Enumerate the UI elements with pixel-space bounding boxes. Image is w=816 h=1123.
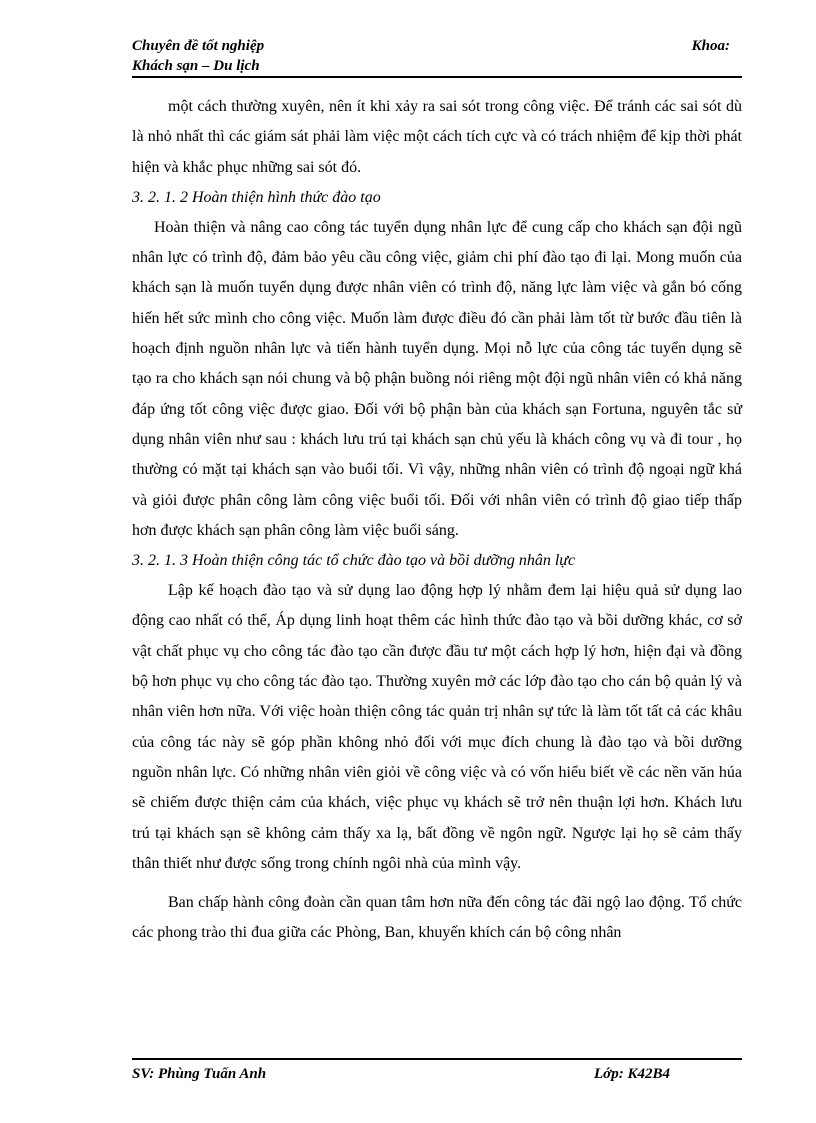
page-footer <box>132 1064 742 1086</box>
page-body <box>132 92 742 949</box>
header-rule <box>132 76 742 78</box>
footer-rule <box>132 1058 742 1060</box>
paragraph-training-plan: Lập kế hoạch đào tạo và sử dụng lao động hợp lý nhằm đem lại hiệu quả sử dụng lao động cao nhất có thể, Áp dụng linh hoạt thêm các hình thức đào tạo và bồi dưỡng khác, cơ sở vật chất phục vụ cho công tác đào tạo cần được đầu tư một cách hợp lý hơn, hiện đại và đồng bộ hơn phục vụ cho công tác đào tạo. Thường xuyên mở các lớp đào tạo cho cán bộ quản lý và nhân viên hơn nữa. Với việc hoàn thiện công tác quản trị nhân sự tức là làm tốt tất cả các khâu của công tác này sẽ góp phần không nhỏ đối với mục đích chung là đào tạo và bồi dưỡng nguồn nhân lực. Có những nhân viên giỏi về công việc và có vốn hiểu biết về các nền văn húa sẽ chiếm được thiện cảm của khách, việc phục vụ khách sẽ trở nên thuận lợi hơn. Khách lưu trú tại khách sạn sẽ không cảm thấy xa lạ, bất đồng về ngôn ngữ. Ngược lại họ sẽ cảm thấy thân thiết như được sống trong chính ngôi nhà của mình vậy. <box>132 582 742 872</box>
paragraph-continuation: một cách thường xuyên, nên ít khi xảy ra sai sót trong công việc. Để tránh các sai sót dù là nhỏ nhất thì các giám sát phải làm việc một cách tích cực và có trách nhiệm để kịp thời phát hiện và khắc phục những sai sót đó. <box>132 98 742 176</box>
footer-class: Lớp: K42B4 <box>594 1066 670 1082</box>
header-subject: Khách sạn – Du lịch <box>132 58 260 74</box>
header-report-type: Chuyên đề tốt nghiệp <box>132 38 265 54</box>
section-heading-3-2-1-3: 3. 2. 1. 3 Hoàn thiện công tác tổ chức đào tạo và bồi dưỡng nhân lực <box>132 552 576 570</box>
paragraph-trade-union: Ban chấp hành công đoàn cần quan tâm hơn nữa đến công tác đãi ngộ lao động. Tổ chức các phong trào thi đua giữa các Phòng, Ban, khuyến khích cán bộ công nhân <box>132 894 742 942</box>
header-faculty: Khoa: <box>691 38 730 54</box>
paragraph-recruitment: Hoàn thiện và nâng cao công tác tuyển dụng nhân lực để cung cấp cho khách sạn đội ngũ nhân lực có trình độ, đảm bảo yêu cầu công việc, giảm chi phí đào tạo đi lại. Mong muốn của khách sạn là muốn tuyển dụng được nhân viên có trình độ, năng lực làm việc và gắn bó cống hiến hết sức mình cho công việc. Muốn làm được điều đó cần phải làm tốt từ bước đầu tiên là hoạch định nguồn nhân lực và tiến hành tuyển dụng. Mọi nỗ lực của công tác tuyển dụng sẽ tạo ra cho khách sạn nói chung và bộ phận buồng nói riêng một đội ngũ nhân viên có khả năng đáp ứng tốt công việc được giao. Đối với bộ phận bàn của khách sạn Fortuna, nguyên tắc sử dụng nhân viên như sau : khách lưu trú tại khách sạn chủ yếu là khách công vụ và đi tour , họ thường có mặt tại khách sạn vào buổi tối. Vì vậy, những nhân viên có trình độ ngoại ngữ khá và giỏi được phân công làm công việc buổi tối. Đối với nhân viên có trình độ giao tiếp thấp hơn được khách sạn phân công làm việc buổi sáng. <box>132 218 742 539</box>
section-heading-3-2-1-2: 3. 2. 1. 2 Hoàn thiện hình thức đào tạo <box>132 188 381 206</box>
footer-student: SV: Phùng Tuấn Anh <box>132 1066 267 1082</box>
page-header <box>132 36 742 78</box>
